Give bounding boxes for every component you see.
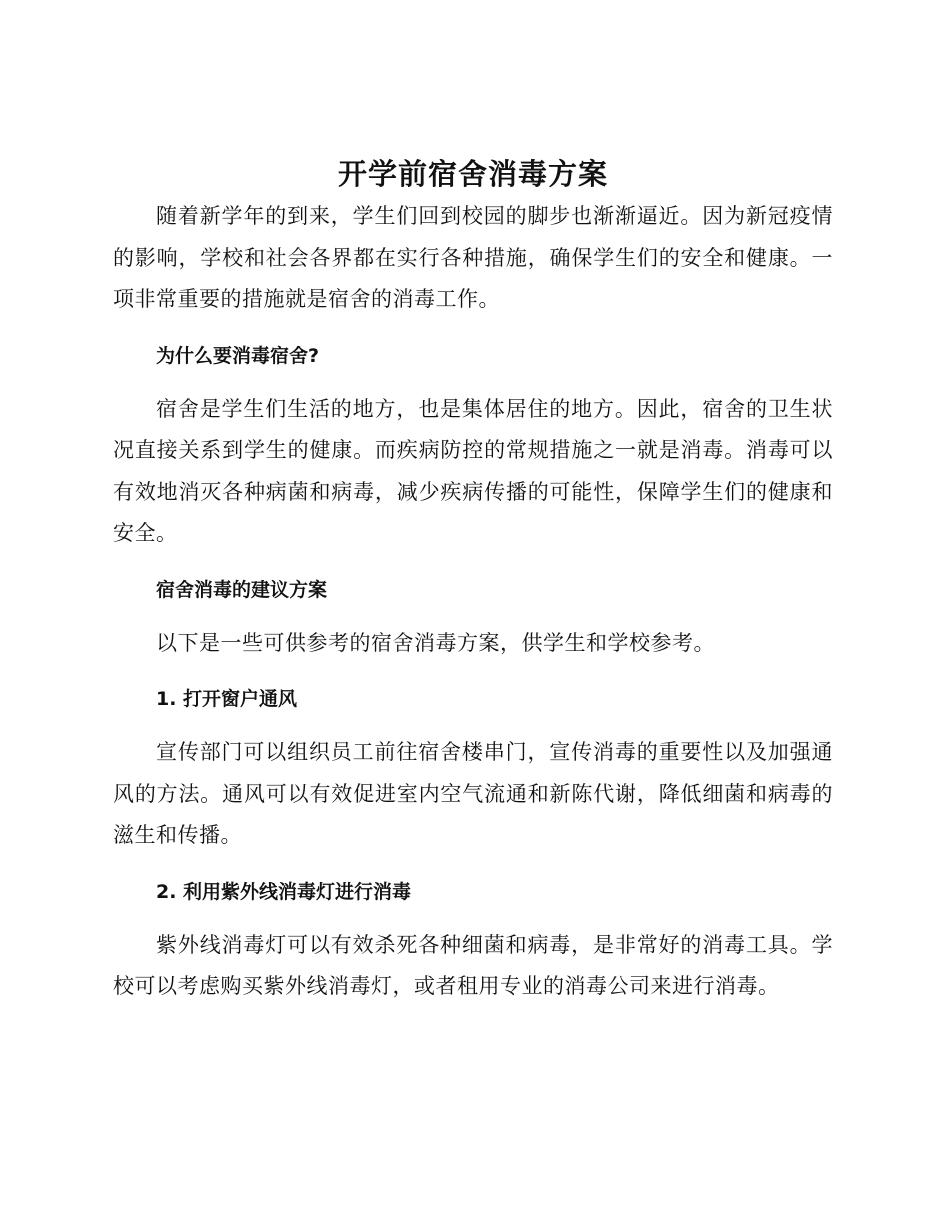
- item-heading-ventilation: 1. 打开窗户通风: [156, 688, 298, 710]
- section-body-plan: 以下是一些可供参考的宿舍消毒方案，供学生和学校参考。: [156, 630, 715, 655]
- section-heading-plan: 宿舍消毒的建议方案: [156, 578, 328, 601]
- item-body-ventilation: 宣传部门可以组织员工前往宿舍楼串门，宣传消毒的重要性以及加强通风的方法。通风可以有效促进室内空气流通和新陈代谢，降低细菌和病毒的滋生和传播。: [113, 740, 833, 847]
- item-heading-uv-lamp: 2. 利用紫外线消毒灯进行消毒: [156, 880, 412, 903]
- section-heading-why: 为什么要消毒宿舍?: [156, 344, 320, 367]
- intro-paragraph: 随着新学年的到来，学生们回到校园的脚步也渐渐逼近。因为新冠疫情的影响，学校和社会各界都在实行各种措施，确保学生们的安全和健康。一项非常重要的措施就是宿舍的消毒工作。: [113, 204, 833, 311]
- item-body-uv-lamp: 紫外线消毒灯可以有效杀死各种细菌和病毒，是非常好的消毒工具。学校可以考虑购买紫外线消毒灯，或者租用专业的消毒公司来进行消毒。: [113, 932, 833, 998]
- document-title: 开学前宿舍消毒方案: [337, 157, 608, 191]
- section-body-why: 宿舍是学生们生活的地方，也是集体居住的地方。因此，宿舍的卫生状况直接关系到学生的健康。而疾病防控的常规措施之一就是消毒。消毒可以有效地消灭各种病菌和病毒，减少疾病传播的可能性，保障学生们的健康和安全。: [113, 396, 833, 545]
- document-page: [113, 152, 833, 1008]
